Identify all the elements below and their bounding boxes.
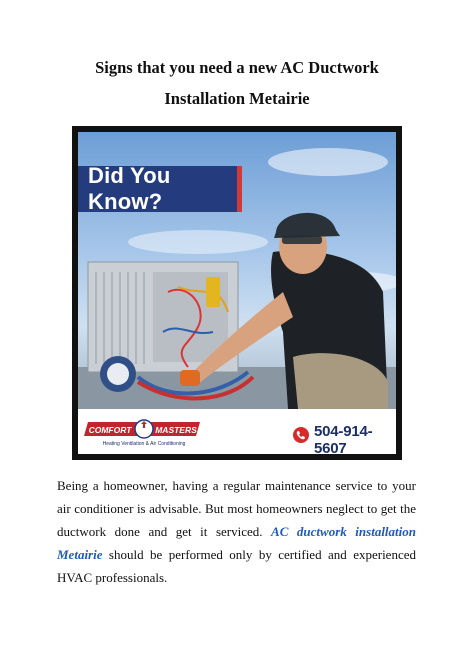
- ac-ductwork-link[interactable]: AC ductwork installation Metairie: [57, 524, 416, 562]
- phone-number: 504-914-5607: [314, 423, 373, 454]
- flyer-footer: [78, 409, 396, 454]
- flyer-inner: [78, 132, 396, 454]
- phone-icon: [293, 427, 309, 443]
- banner-text: Did You Know?: [88, 163, 171, 214]
- comfort-masters-logo: [84, 412, 204, 448]
- technician-photo: [78, 132, 396, 409]
- flyer-image: [72, 126, 402, 460]
- did-you-know-banner: [78, 163, 242, 214]
- page-title-line-1: Signs that you need a new AC Ductwork: [95, 58, 379, 77]
- brand-masters: MASTERS: [155, 425, 197, 435]
- brand-comfort: COMFORT: [88, 425, 132, 435]
- body-paragraph: [57, 474, 416, 589]
- body-text-before-link: Being a homeowner, having a regular maintenance service to your air conditioner is advisable. But most homeowners neglect to get the ductwork done and get it serviced.: [57, 478, 416, 539]
- body-text-after-link: should be performed only by certified and experienced HVAC professionals.: [57, 547, 416, 585]
- page-title-line-2: Installation Metairie: [164, 89, 310, 108]
- brand-tagline: Heating Ventilation & Air Conditioning: [102, 441, 186, 447]
